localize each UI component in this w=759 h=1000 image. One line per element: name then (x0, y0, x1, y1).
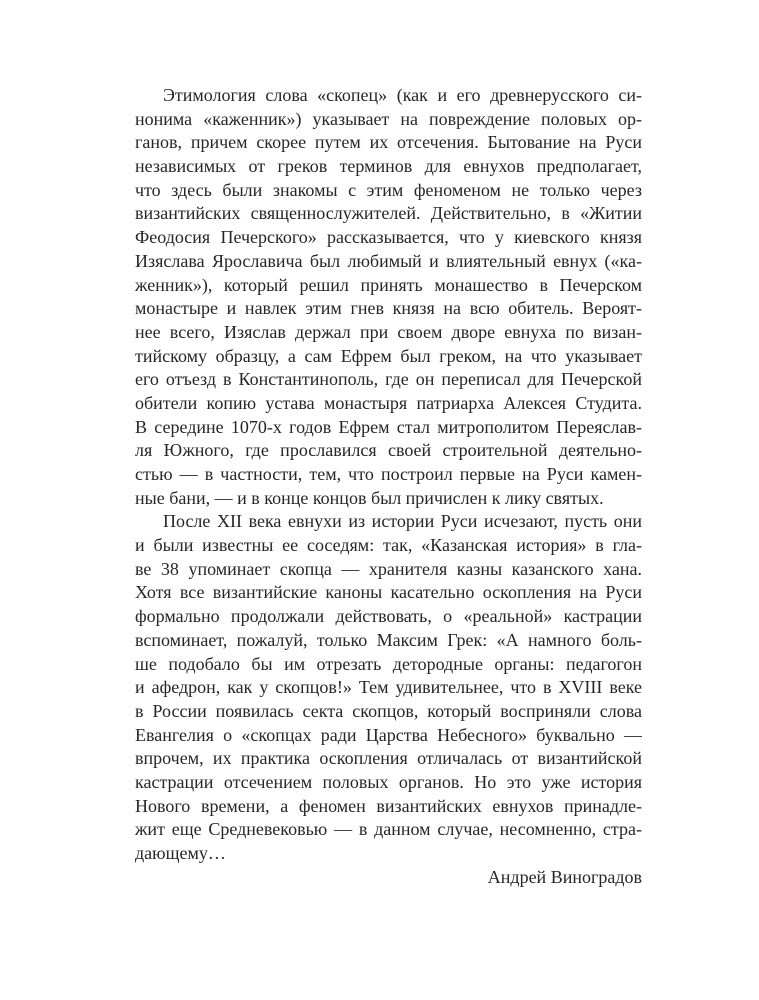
text-line: жит еще Средневековью — в данном случае, несомненно, стра- (135, 819, 642, 840)
text-line: ля Южного, где прославился своей строительной деятельно- (135, 440, 642, 461)
text-line: Феодосия Печерского» рассказывается, что у киевского князя (135, 227, 642, 248)
text-line: ше подобало бы им отрезать детородные органы: педагогон (135, 653, 642, 674)
text-line: Этимология слова «скопец» (как и его древнерусского си- (163, 85, 642, 105)
text-line: и были известны ее соседям: так, «Казанская история» в гла- (135, 535, 642, 556)
text-line: Хотя все византийские каноны касательно оскопления на Руси (135, 582, 642, 603)
text-line: что здесь были знакомы с этим феноменом не только через (135, 179, 642, 200)
text-line: После XII века евнухи из истории Руси исчезают, пусть они (163, 511, 642, 532)
text-line: дающему… (135, 843, 226, 863)
text-line: ганов, причем скорее путем их отсечения. Бытование на Руси (135, 132, 642, 153)
text-line: Изяслава Ярославича был любимый и влиятельный евнух («ка- (135, 250, 642, 271)
text-line: независимых от греков терминов для евнухов предполагает, (135, 156, 642, 177)
text-line: впрочем, их практика оскопления отличалась от византийской (135, 748, 642, 769)
text-line: В середине 1070-х годов Ефрем стал митрополитом Переяслав- (135, 416, 642, 437)
text-line: и афедрон, как у скопцов!» Тем удивительнее, что в XVIII веке (135, 677, 642, 698)
text-line: Евангелия о «скопцах ради Царства Небесного» буквально — (135, 724, 642, 745)
text-line: женник»), который решил принять монашество в Печерском (135, 274, 642, 295)
text-line: монастыре и навлек этим гнев князя на всю обитель. Вероят- (135, 298, 642, 319)
page-text-block (135, 84, 642, 889)
text-line: нонима «каженник») указывает на повреждение половых ор- (135, 108, 642, 129)
text-line: нее всего, Изяслав держал при своем дворе евнуха по визан- (135, 321, 642, 342)
text-line: Нового времени, а феномен византийских евнухов принадле- (135, 795, 642, 816)
text-line: стью — в частности, тем, что построил первые на Руси камен- (135, 464, 642, 484)
text-line: формально продолжали действовать, о «реальной» кастрации (135, 606, 642, 627)
text-line: в России появилась секта скопцов, который восприняли слова (135, 700, 642, 721)
text-line: обители копию устава монастыря патриарха Алексея Студита. (135, 392, 642, 413)
text-line: тийскому образцу, а сам Ефрем был греком, на что указывает (135, 345, 642, 366)
text-line: кастрации отсечением половых органов. Но это уже история (135, 771, 642, 792)
text-line: ве 38 упоминает скопца — хранителя казны казанского хана. (135, 558, 642, 579)
text-line: византийских священнослужителей. Действительно, в «Житии (135, 203, 642, 224)
text-line: его отъезд в Константинополь, где он переписал для Печерской (135, 369, 642, 390)
text-line: вспоминает, пожалуй, только Максим Грек: «А намного боль- (135, 629, 642, 650)
text-line: ные бани, — и в конце концов был причислен к лику святых. (135, 487, 604, 508)
author-signature: Андрей Виноградов (487, 866, 642, 887)
